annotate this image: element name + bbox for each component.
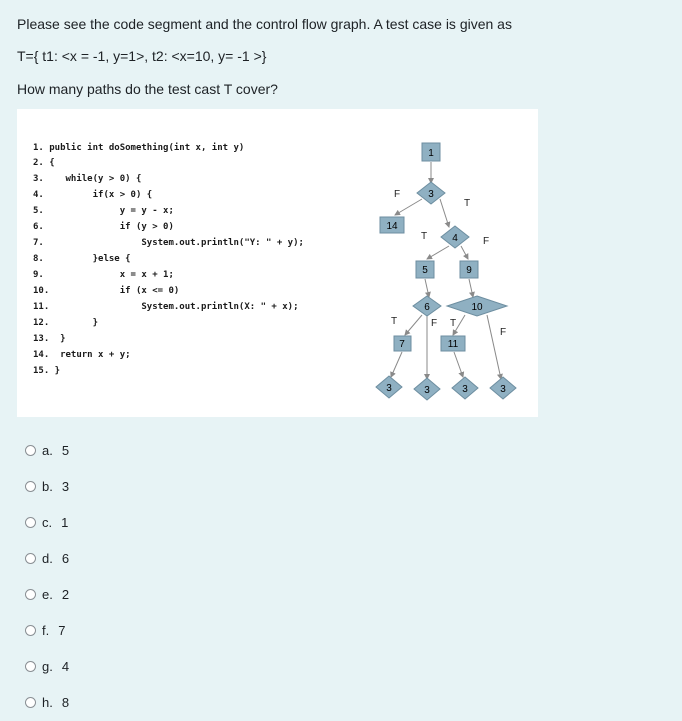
code-line: 6. if (y > 0)	[33, 222, 174, 232]
radio-button[interactable]	[25, 589, 36, 600]
edge-label-f: F	[431, 318, 438, 329]
edge-10-3d	[487, 315, 501, 379]
code-line: 9. x = x + 1;	[33, 270, 174, 280]
code-line: 14. return x + y;	[33, 350, 131, 360]
node-4-label: 4	[452, 233, 458, 244]
node-14-label: 14	[386, 221, 398, 232]
code-line: 5. y = y - x;	[33, 206, 174, 216]
option-value: 8	[61, 694, 70, 710]
option-value: 7	[58, 622, 66, 638]
cfg-nodes	[376, 143, 516, 400]
code-line: 7. System.out.println("Y: " + y);	[33, 238, 304, 248]
question-line-2: T={ t1: <x = -1, y=1>, t2: <x=10, y= -1 >}	[17, 48, 267, 64]
edge-label-t: T	[464, 198, 471, 209]
question-figure	[17, 109, 538, 417]
code-line: 11. System.out.println(X: " + x);	[33, 302, 299, 312]
node-7-label: 7	[399, 339, 405, 350]
option-letter: g.	[42, 658, 53, 674]
node-9-label: 9	[466, 265, 472, 276]
node-3-exit-a-label: 3	[386, 383, 392, 394]
edge-label-f: F	[483, 236, 490, 247]
node-11-label: 11	[447, 339, 459, 350]
edge-6-7	[405, 315, 422, 335]
radio-button[interactable]	[25, 553, 36, 564]
answer-option[interactable]	[25, 512, 68, 532]
radio-button[interactable]	[25, 697, 36, 708]
radio-button[interactable]	[25, 661, 36, 672]
edge-label-t: T	[421, 231, 428, 242]
answer-option[interactable]	[25, 476, 69, 496]
option-letter: f.	[42, 622, 50, 638]
radio-button[interactable]	[25, 517, 36, 528]
edge-4-5	[427, 246, 449, 259]
radio-button[interactable]	[25, 625, 36, 636]
node-10-label: 10	[471, 302, 483, 313]
code-line: 2. {	[33, 158, 55, 168]
node-3-exit-b-label: 3	[424, 385, 430, 396]
code-line: 12. }	[33, 318, 99, 328]
option-value: 4	[61, 658, 70, 674]
option-value: 3	[61, 478, 70, 494]
question-line-1: Please see the code segment and the control flow graph. A test case is given as	[17, 16, 512, 32]
edge-label-t: T	[450, 318, 457, 329]
radio-button[interactable]	[25, 445, 36, 456]
code-line: 3. while(y > 0) {	[33, 174, 142, 184]
control-flow-graph	[17, 109, 538, 417]
edge-label-f: F	[500, 327, 507, 338]
answer-option[interactable]	[25, 584, 69, 604]
node-5-label: 5	[422, 265, 428, 276]
edge-label-f: F	[394, 189, 401, 200]
edge-7-3a	[391, 352, 402, 377]
option-letter: a.	[42, 442, 53, 458]
option-value: 5	[61, 442, 70, 458]
option-letter: c.	[42, 514, 53, 530]
answer-option[interactable]	[25, 548, 69, 568]
option-value: 6	[61, 550, 70, 566]
edge-3-14	[395, 199, 422, 215]
edge-label-t: T	[391, 316, 398, 327]
node-1-label: 1	[428, 148, 434, 159]
edge-4-9	[461, 246, 468, 259]
node-3-exit-c-label: 3	[462, 384, 468, 395]
question-line-3: How many paths do the test cast T cover?	[17, 81, 278, 97]
option-letter: b.	[42, 478, 53, 494]
node-3-exit-d-label: 3	[500, 384, 506, 395]
option-value: 1	[61, 514, 69, 530]
edge-3-4	[440, 199, 449, 227]
code-line: 15. }	[33, 366, 61, 376]
code-line: 4. if(x > 0) {	[33, 190, 153, 200]
option-letter: h.	[42, 694, 53, 710]
node-3-label: 3	[428, 189, 434, 200]
node-6-label: 6	[424, 302, 430, 313]
code-line: 1. public int doSomething(int x, int y)	[33, 143, 245, 153]
option-value: 2	[61, 586, 70, 602]
option-letter: d.	[42, 550, 53, 566]
edge-9-10	[469, 279, 473, 297]
option-letter: e.	[42, 586, 53, 602]
code-line: 13. }	[33, 334, 66, 344]
edge-5-6	[425, 279, 429, 297]
answer-option[interactable]	[25, 440, 69, 460]
code-line: 8. }else {	[33, 254, 131, 264]
edge-11-3c	[454, 352, 463, 377]
radio-button[interactable]	[25, 481, 36, 492]
cfg-edge-labels	[391, 189, 506, 338]
answer-option[interactable]	[25, 692, 69, 712]
answer-option[interactable]	[25, 620, 65, 640]
code-line: 10. if (x <= 0)	[33, 286, 180, 296]
answer-option[interactable]	[25, 656, 69, 676]
